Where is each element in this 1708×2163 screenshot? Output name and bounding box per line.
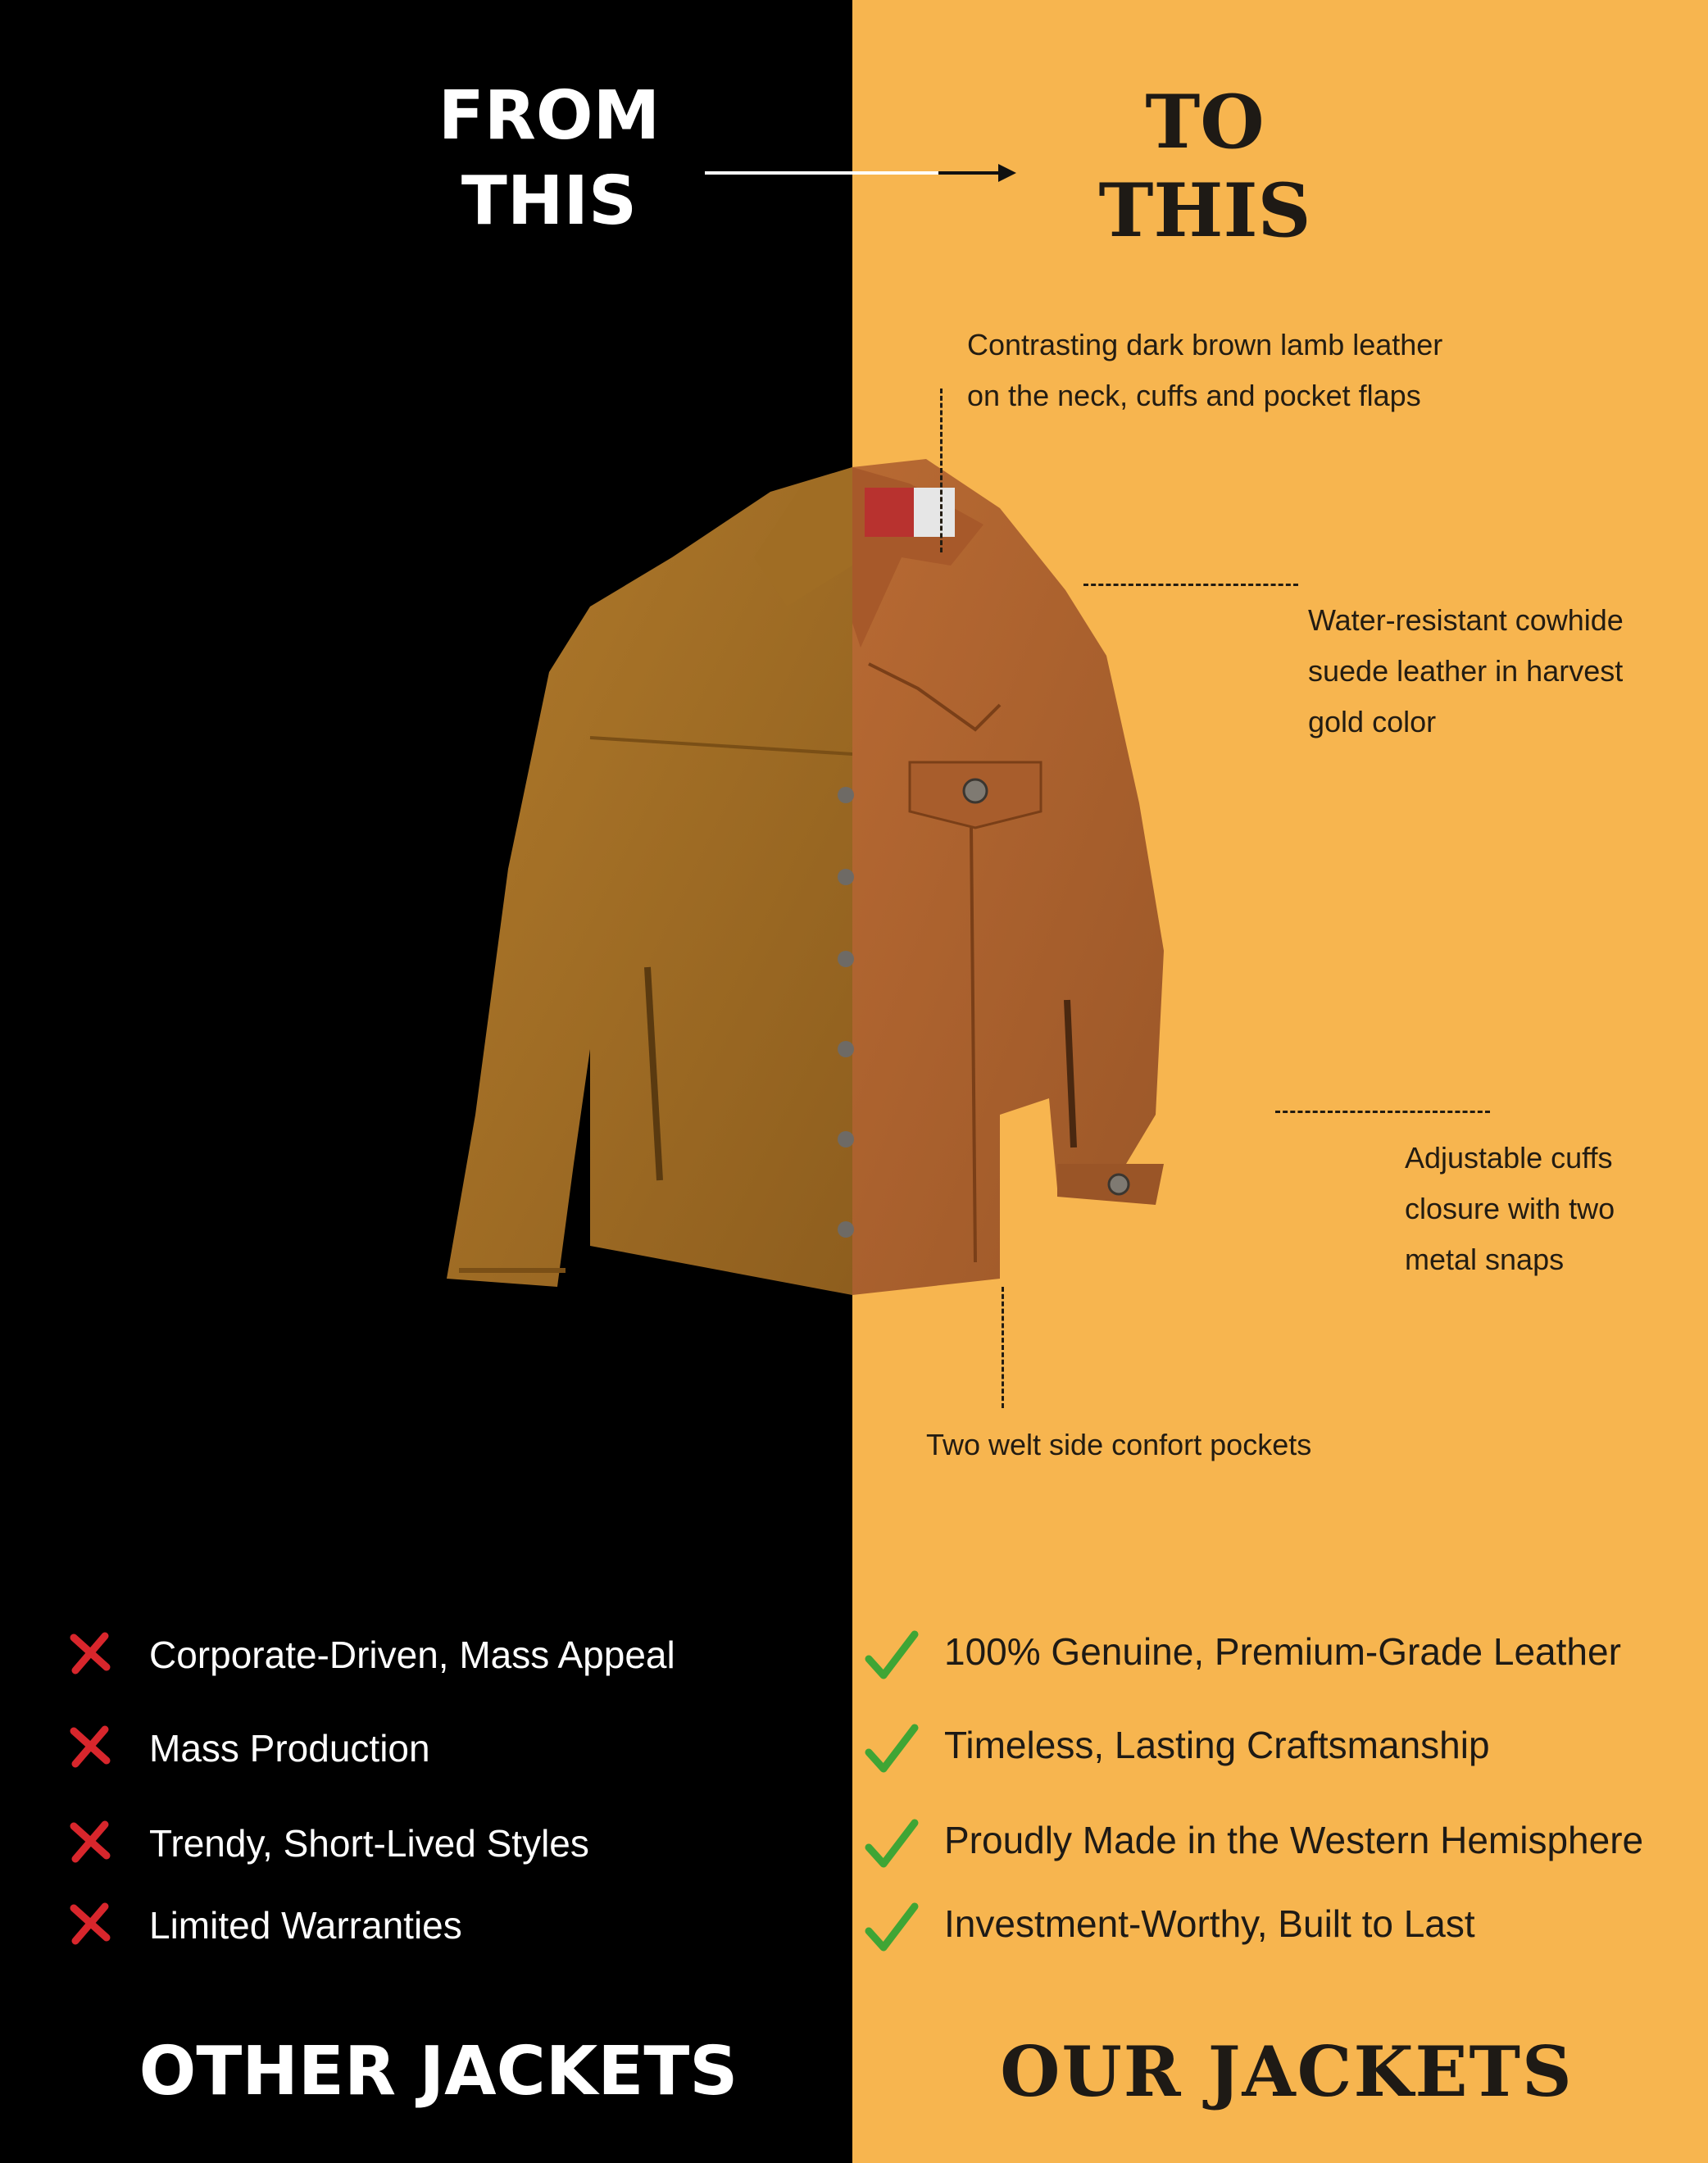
list-item-text: Timeless, Lasting Craftsmanship <box>944 1724 1490 1766</box>
list-item-text: Investment-Worthy, Built to Last <box>944 1902 1475 1945</box>
check-icon <box>862 1898 921 1957</box>
other-jackets-label: OTHER JACKETS <box>139 2033 738 2111</box>
list-item-text: Trendy, Short-Lived Styles <box>149 1822 589 1865</box>
cross-icon <box>67 1629 113 1675</box>
list-item-text: Corporate-Driven, Mass Appeal <box>149 1634 675 1676</box>
cross-icon <box>67 1900 113 1946</box>
cuffs-callout <box>1405 1133 1615 1285</box>
jacket-comparison-image <box>426 459 1320 1361</box>
callout-text: closure with two <box>1405 1192 1615 1225</box>
cross-icon <box>67 1723 113 1769</box>
callout-text: on the neck, cuffs and pocket flaps <box>967 379 1421 412</box>
callout-text: Contrasting dark brown lamb leather <box>967 328 1443 361</box>
cuffs-callout-line <box>1275 1111 1490 1113</box>
to-line: TO <box>1145 79 1265 166</box>
callout-text: Adjustable cuffs <box>1405 1141 1613 1175</box>
from-this-heading <box>426 74 672 244</box>
pockets-callout <box>926 1420 1311 1470</box>
from-line: FROM <box>438 77 661 155</box>
arrow-right-icon <box>705 161 1016 185</box>
callout-text: suede leather in harvest <box>1308 654 1624 688</box>
check-icon <box>862 1720 921 1779</box>
callout-text: metal snaps <box>1405 1243 1565 1276</box>
list-item-text: Mass Production <box>149 1727 430 1770</box>
this-line: THIS <box>1098 167 1311 254</box>
check-icon <box>862 1626 921 1685</box>
list-item-text: Limited Warranties <box>149 1904 462 1947</box>
callout-text: Water-resistant cowhide <box>1308 603 1624 637</box>
callout-text: gold color <box>1308 705 1437 738</box>
check-icon <box>862 1815 921 1874</box>
collar-callout-line <box>940 389 943 552</box>
cross-icon <box>67 1818 113 1864</box>
suede-callout <box>1308 595 1624 748</box>
this-line: THIS <box>461 162 638 240</box>
to-this-heading <box>1082 78 1328 255</box>
list-item-text: Proudly Made in the Western Hemisphere <box>944 1819 1644 1861</box>
list-item-text: 100% Genuine, Premium-Grade Leather <box>944 1630 1621 1673</box>
other-jacket-half <box>447 467 852 1295</box>
our-jackets-label: OUR JACKETS <box>1000 2031 1574 2112</box>
collar-callout <box>967 320 1442 421</box>
callout-text: Two welt side confort pockets <box>926 1428 1312 1461</box>
pockets-callout-line <box>1002 1287 1004 1408</box>
suede-callout-line <box>1083 584 1298 586</box>
